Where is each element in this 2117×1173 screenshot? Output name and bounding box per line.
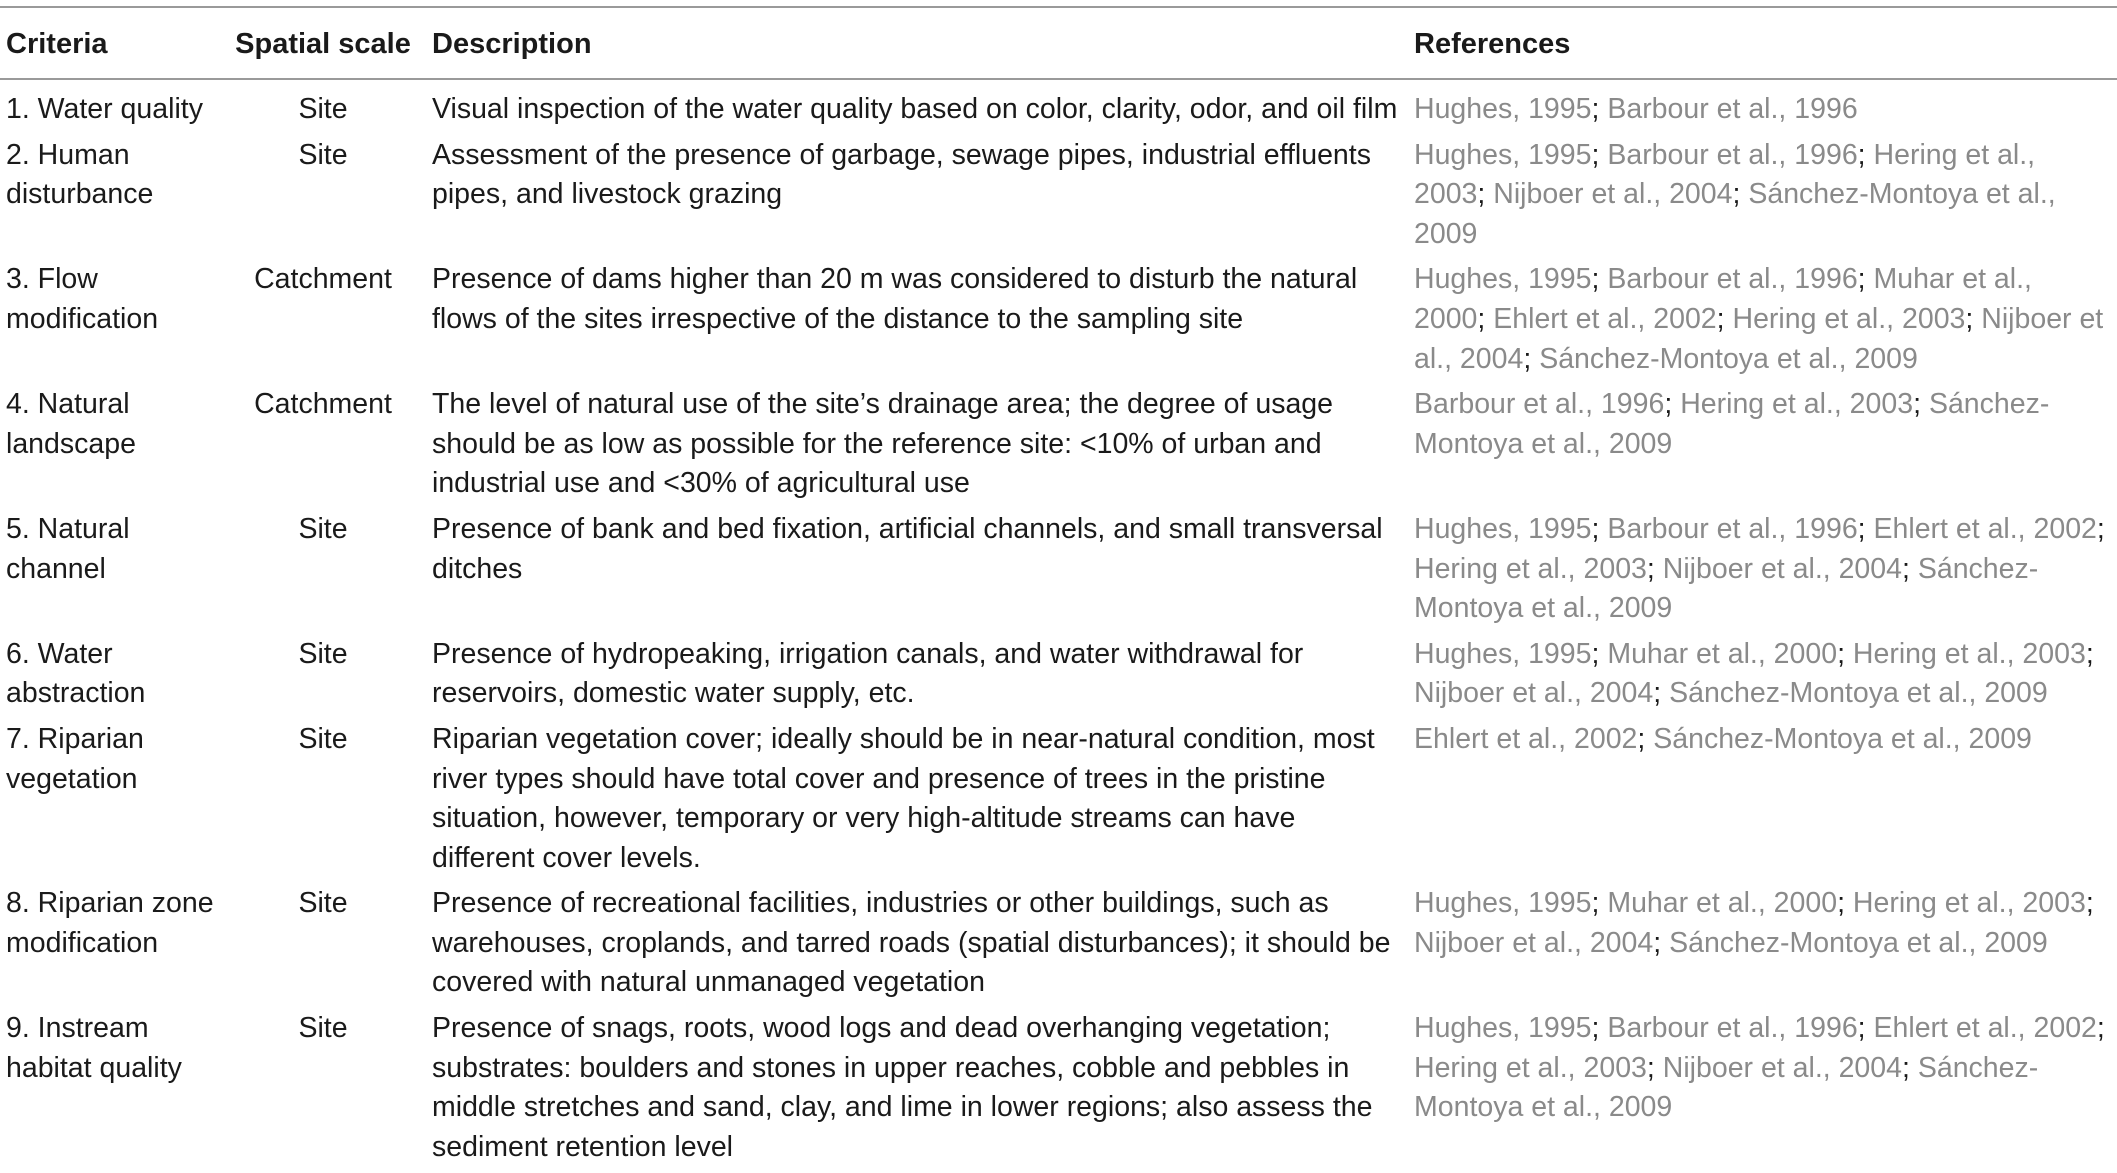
criteria-cell: 4. Natural landscape (6, 388, 136, 460)
reference-separator: ; (1857, 138, 1874, 171)
reference-link[interactable]: Hering et al., 2003 (1414, 1051, 1647, 1084)
references-cell (1414, 1009, 2117, 1173)
reference-separator: ; (1653, 677, 1670, 710)
reference-separator: ; (1857, 263, 1874, 296)
table-row (0, 884, 2117, 1009)
description-cell: Assessment of the presence of garbage, sewage pipes, industrial effluents pipes, and livestock grazing (432, 138, 1371, 211)
criteria-cell: 3. Flow modification (6, 263, 159, 335)
reference-link[interactable]: Sánchez-Montoya et al., 2009 (1669, 926, 2048, 959)
reference-separator: ; (2096, 1012, 2105, 1045)
table-row (0, 385, 2117, 510)
reference-link[interactable]: Nijboer et al., 2004 (1662, 1051, 1902, 1084)
reference-link[interactable]: Nijboer et al., 2004 (1493, 178, 1733, 211)
reference-separator: ; (1913, 388, 1929, 421)
reference-separator: ; (1901, 552, 1918, 585)
reference-separator: ; (1477, 302, 1494, 335)
criteria-table-container (0, 6, 2117, 1173)
reference-link[interactable]: Hughes, 1995 (1414, 138, 1592, 171)
scale-cell: Catchment (254, 263, 392, 296)
scale-cell: Site (298, 1012, 348, 1045)
description-cell: Presence of recreational facilities, industries or other buildings, such as warehouses, croplands, and tarred roads (spatial disturbances); it should be covered with natural unmanaged vegetation (432, 887, 1391, 999)
reference-separator: ; (1646, 552, 1663, 585)
table-row (0, 1009, 2117, 1173)
table-header (0, 7, 2117, 79)
reference-link[interactable]: Barbour et al., 1996 (1607, 93, 1858, 125)
reference-link[interactable]: Sánchez-Montoya et al., 2009 (1539, 342, 1918, 375)
reference-link[interactable]: Ehlert et al., 2002 (1493, 302, 1717, 335)
references-cell (1414, 720, 2117, 884)
description-cell: Riparian vegetation cover; ideally should be in near-natural condition, most river types should have total cover and presence of trees in the pristine situation, however, temporary or very high-altitude streams can have different cover levels. (432, 722, 1375, 874)
reference-separator: ; (1857, 1012, 1874, 1045)
reference-separator: ; (1591, 512, 1608, 545)
reference-link[interactable]: Muhar et al., 2000 (1414, 263, 2032, 335)
reference-link[interactable]: Hughes, 1995 (1414, 93, 1592, 125)
reference-separator: ; (1837, 887, 1853, 920)
scale-cell: Site (298, 512, 348, 545)
criteria-cell: 9. Instream habitat quality (6, 1012, 182, 1084)
reference-separator: ; (1732, 178, 1749, 211)
reference-separator: ; (1637, 722, 1654, 755)
reference-separator: ; (1857, 512, 1874, 545)
criteria-cell: 2. Human disturbance (6, 138, 154, 211)
reference-link[interactable]: Sánchez-Montoya et al., 2009 (1414, 1051, 2039, 1124)
reference-separator: ; (2085, 887, 2094, 920)
reference-link[interactable]: Nijboer et al., 2004 (1662, 552, 1902, 585)
reference-separator: ; (1664, 388, 1681, 421)
table-body (0, 79, 2117, 1173)
reference-separator: ; (1646, 1051, 1663, 1084)
reference-link[interactable]: Hughes, 1995 (1414, 512, 1592, 545)
reference-link[interactable]: Sánchez-Montoya et al., 2009 (1653, 722, 2032, 755)
reference-link[interactable]: Nijboer et al., 2004 (1414, 677, 1654, 710)
references-cell (1414, 260, 2117, 385)
reference-link[interactable]: Muhar et al., 2000 (1607, 887, 1838, 920)
reference-link[interactable]: Sánchez-Montoya et al., 2009 (1414, 178, 2056, 250)
header-references: References (1414, 7, 2117, 79)
reference-link[interactable]: Hering et al., 2003 (1414, 138, 2036, 211)
description-cell: The level of natural use of the site’s drainage area; the degree of usage should be as low as possible for the reference site: <10% of urban and industrial use and <30% of agricultural use (432, 388, 1333, 500)
scale-cell: Site (298, 138, 348, 171)
reference-separator: ; (1653, 926, 1670, 959)
reference-separator: ; (2096, 512, 2105, 545)
references-cell (1414, 79, 2117, 136)
scale-cell: Site (298, 722, 348, 755)
criteria-cell: 5. Natural channel (6, 512, 130, 585)
scale-cell: Site (298, 637, 348, 670)
reference-link[interactable]: Barbour et al., 1996 (1607, 512, 1858, 545)
reference-separator: ; (2085, 637, 2094, 670)
reference-link[interactable]: Hughes, 1995 (1414, 637, 1592, 670)
criteria-cell: 8. Riparian zone modification (6, 887, 214, 959)
table-row (0, 720, 2117, 884)
description-cell: Presence of hydropeaking, irrigation canals, and water withdrawal for reservoirs, domestic water supply, etc. (432, 637, 1304, 710)
reference-separator: ; (1591, 1012, 1608, 1045)
reference-link[interactable]: Hughes, 1995 (1414, 1012, 1592, 1045)
reference-link[interactable]: Barbour et al., 1996 (1607, 1012, 1858, 1045)
references-cell (1414, 510, 2117, 635)
reference-link[interactable]: Ehlert et al., 2002 (1873, 512, 2097, 545)
reference-separator: ; (1591, 138, 1608, 171)
reference-link[interactable]: Barbour et al., 1996 (1607, 138, 1858, 171)
reference-link[interactable]: Barbour et al., 1996 (1607, 263, 1858, 296)
table-row (0, 510, 2117, 635)
scale-cell: Catchment (254, 388, 392, 421)
reference-link[interactable]: Barbour et al., 1996 (1414, 388, 1665, 421)
header-spatial-scale: Spatial scale (220, 7, 426, 79)
reference-link[interactable]: Sánchez-Montoya et al., 2009 (1669, 677, 2048, 710)
header-description: Description (426, 7, 1414, 79)
reference-link[interactable]: Sánchez-Montoya et al., 2009 (1414, 552, 2039, 625)
criteria-cell: 1. Water quality (6, 93, 203, 125)
references-cell (1414, 884, 2117, 1009)
criteria-table (0, 6, 2117, 1173)
reference-link[interactable]: Hering et al., 2003 (1852, 887, 2086, 920)
description-cell: Presence of bank and bed fixation, artificial channels, and small transversal ditches (432, 512, 1383, 585)
reference-separator: ; (1591, 93, 1608, 125)
reference-separator: ; (1591, 637, 1608, 670)
reference-separator: ; (1591, 263, 1608, 296)
table-row (0, 635, 2117, 720)
references-cell (1414, 136, 2117, 261)
reference-link[interactable]: Sánchez-Montoya et al., 2009 (1414, 388, 2050, 460)
reference-link[interactable]: Muhar et al., 2000 (1607, 637, 1838, 670)
scale-cell: Site (298, 887, 348, 920)
table-row (0, 79, 2117, 136)
reference-separator: ; (1965, 302, 1982, 335)
header-row (0, 7, 2117, 79)
description-cell: Presence of dams higher than 20 m was considered to disturb the natural flows of the sites irrespective of the distance to the sampling site (432, 263, 1358, 335)
criteria-cell: 6. Water abstraction (6, 637, 146, 710)
references-cell (1414, 385, 2117, 510)
reference-link[interactable]: Hering et al., 2003 (1414, 552, 1647, 585)
reference-link[interactable]: Hering et al., 2003 (1680, 388, 1914, 421)
reference-separator: ; (1523, 342, 1540, 375)
scale-cell: Site (298, 93, 348, 125)
reference-separator: ; (1716, 302, 1733, 335)
reference-separator: ; (1901, 1051, 1918, 1084)
reference-link[interactable]: Nijboer et al., 2004 (1414, 926, 1654, 959)
criteria-cell: 7. Riparian vegetation (6, 722, 144, 795)
description-cell: Presence of snags, roots, wood logs and dead overhanging vegetation; substrates: boulders and stones in upper reaches, cobble and pebbles in middle stretches and sand, clay, and lime in lower regions; also assess the sediment retention level (432, 1012, 1373, 1163)
header-criteria: Criteria (0, 7, 220, 79)
reference-link[interactable]: Hughes, 1995 (1414, 263, 1592, 296)
reference-link[interactable]: Ehlert et al., 2002 (1873, 1012, 2097, 1045)
reference-separator: ; (1591, 887, 1608, 920)
reference-link[interactable]: Ehlert et al., 2002 (1414, 722, 1638, 755)
reference-separator: ; (1477, 178, 1494, 211)
table-row (0, 136, 2117, 261)
reference-link[interactable]: Nijboer et al., 2004 (1414, 302, 2104, 375)
references-cell (1414, 635, 2117, 720)
reference-link[interactable]: Hughes, 1995 (1414, 887, 1592, 920)
reference-link[interactable]: Hering et al., 2003 (1852, 637, 2086, 670)
table-row (0, 260, 2117, 385)
description-cell: Visual inspection of the water quality based on color, clarity, odor, and oil film (432, 93, 1398, 125)
reference-link[interactable]: Hering et al., 2003 (1732, 302, 1966, 335)
reference-separator: ; (1837, 637, 1853, 670)
